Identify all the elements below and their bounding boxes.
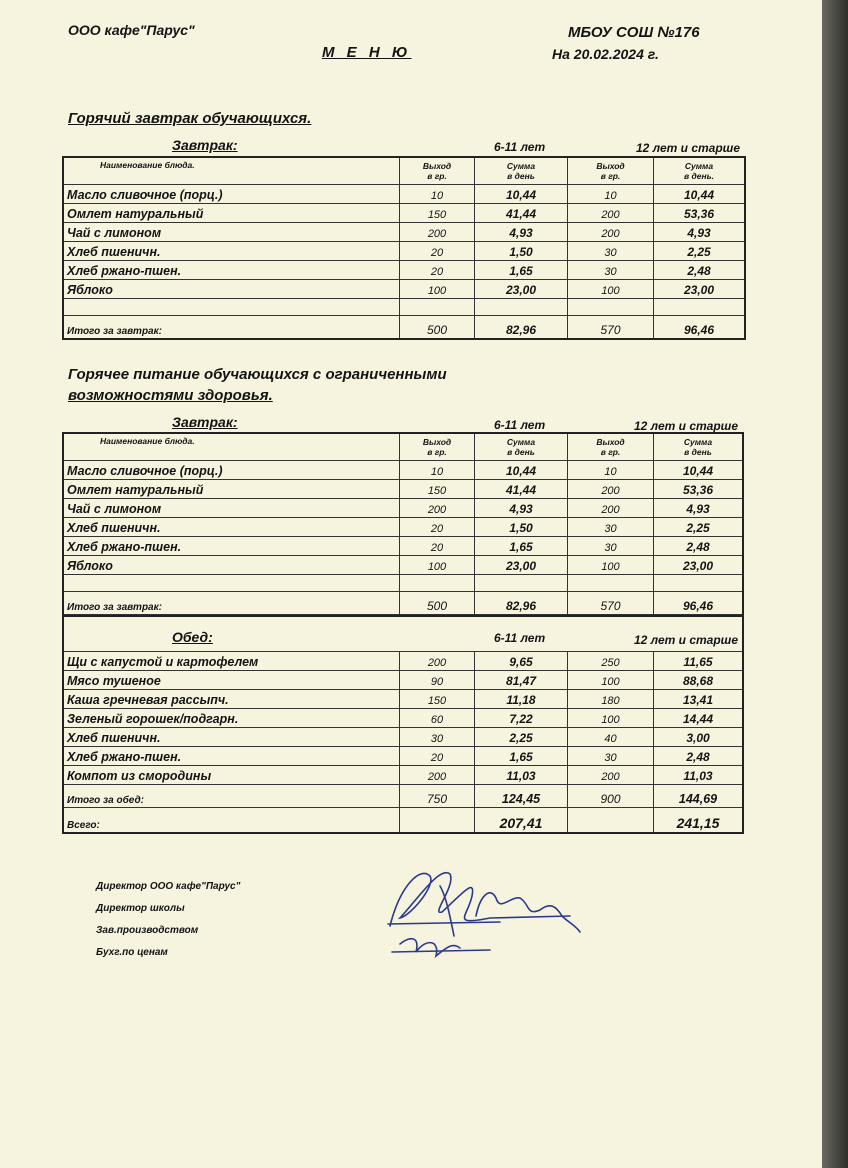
price-per-day: 1,65 [475,261,568,279]
section1-meal: Завтрак: [172,137,238,153]
empty-row [64,299,744,316]
price-per-day: 10,44 [683,188,715,202]
price-per-day: 53,36 [683,207,715,221]
section1-age1: 6-11 лет [494,140,546,154]
price-per-day: 10,44 [682,464,714,478]
table-row [64,280,744,299]
price-per-day: 4,93 [475,223,568,241]
table-row [64,537,742,556]
grand-total-row: Всего: 207,41 241,15 [64,808,742,832]
price-per-day: 1,65 [475,747,568,765]
price-per-day: 2,48 [686,750,710,764]
dish-name: Чай с лимоном [64,499,400,517]
section1-title: Горячий завтрак обучающихся. [68,110,312,127]
dish-name: Каша гречневая рассыпч. [64,690,400,708]
price-per-day: 23,00 [683,283,715,297]
dish-name: Яблоко [64,280,400,298]
portion-grams: 100 [568,280,654,298]
price-per-day: 7,22 [475,709,568,727]
portion-grams: 60 [400,709,475,727]
portion-grams: 30 [568,242,654,260]
portion-grams: 30 [568,747,654,765]
table-row [64,499,742,518]
table-row [64,480,742,499]
table-header [64,434,742,461]
portion-grams: 150 [400,690,475,708]
portion-grams: 180 [568,690,654,708]
portion-grams: 200 [568,223,654,241]
price-per-day: 1,65 [475,537,568,555]
col-out2-header: Выход в гр. [568,434,654,460]
price-per-day: 10,44 [475,461,568,479]
portion-grams: 30 [568,261,654,279]
price-per-day: 11,18 [475,690,568,708]
col-name-header: Наименование блюда. [64,434,400,460]
dish-name: Чай с лимоном [64,223,400,241]
lunch-total-row: Итого за обед: 750 124,45 900 144,69 [64,785,742,808]
portion-grams: 10 [400,461,475,479]
signature-accountant: Бухг.по ценам [96,947,168,958]
table-total-row: Итого за завтрак: 500 82,96 570 96,46 [64,316,744,338]
table-row [64,185,744,204]
price-per-day: 4,93 [686,502,710,516]
portion-grams: 200 [568,480,654,498]
table-row [64,671,742,690]
portion-grams: 250 [568,652,654,670]
price-per-day: 1,50 [475,242,568,260]
col-sum-header: Сумма в день [475,434,568,460]
col-sum2-header: Сумма в день [683,436,713,457]
lunch-header [64,615,742,652]
section2-age1: 6-11 лет [494,418,546,432]
portion-grams: 200 [400,223,475,241]
col-sum2-header: Сумма в день. [683,160,715,181]
dish-name: Компот из смородины [64,766,400,784]
signature-production: Зав.производством [96,925,199,936]
menu-title: М Е Н Ю [322,44,412,61]
cafe-name: ООО кафе"Парус" [68,22,195,38]
portion-grams: 200 [400,652,475,670]
dish-name: Омлет натуральный [64,204,400,222]
section2-title: Горячее питание обучающихся с ограниченными возможностями здоровья. [68,366,447,404]
table-row [64,461,742,480]
portion-grams: 10 [400,185,475,203]
price-per-day: 4,93 [475,499,568,517]
price-per-day: 13,41 [682,693,714,707]
dish-name: Зеленый горошек/подгарн. [64,709,400,727]
col-name-header: Наименование блюда. [64,158,400,184]
dish-name: Яблоко [64,556,400,574]
portion-grams: 200 [400,499,475,517]
portion-grams: 100 [568,671,654,689]
dish-name: Хлеб пшеничн. [64,728,400,746]
handwritten-signature [380,856,600,976]
portion-grams: 20 [400,242,475,260]
dish-name: Хлеб ржано-пшен. [64,261,400,279]
table-row [64,747,742,766]
price-per-day: 23,00 [475,280,568,298]
signature-block [96,876,240,964]
table-row [64,652,742,671]
table-row [64,242,744,261]
price-per-day: 23,00 [475,556,568,574]
price-per-day: 3,00 [686,731,710,745]
price-per-day: 11,03 [683,769,713,783]
dish-name: Хлеб пшеничн. [64,242,400,260]
portion-grams: 200 [568,766,654,784]
table-row [64,766,742,785]
dish-name: Омлет натуральный [64,480,400,498]
price-per-day: 81,47 [475,671,568,689]
price-per-day: 10,44 [475,185,568,203]
section2-age2: 12 лет и старше [634,419,739,433]
price-per-day: 2,25 [475,728,568,746]
portion-grams: 30 [568,537,654,555]
lunch-age2: 12 лет и старше [634,633,739,647]
table-row [64,709,742,728]
table-row [64,556,742,575]
price-per-day: 11,65 [683,655,713,669]
lunch-age1: 6-11 лет [494,631,546,645]
table-row [64,518,742,537]
portion-grams: 10 [568,185,654,203]
table-row [64,728,742,747]
portion-grams: 100 [568,556,654,574]
price-per-day: 2,48 [687,264,711,278]
section2-meal: Завтрак: [172,414,238,430]
section2-table [62,432,744,834]
dish-name: Мясо тушеное [64,671,400,689]
table-row [64,204,744,223]
price-per-day: 23,00 [682,559,714,573]
signature-director-cafe: Директор ООО кафе"Парус" [96,881,241,892]
portion-grams: 100 [568,709,654,727]
section1-age2: 12 лет и старше [636,141,741,155]
dish-name: Хлеб ржано-пшен. [64,747,400,765]
table-header [64,158,744,185]
table-total-row: Итого за завтрак: 500 82,96 570 96,46 [64,592,742,615]
col-out-header: Выход в гр. [400,158,475,184]
price-per-day: 2,25 [687,245,711,259]
portion-grams: 20 [400,747,475,765]
price-per-day: 88,68 [682,674,714,688]
table-row [64,261,744,280]
dish-name: Масло сливочное (порц.) [64,461,400,479]
col-out2-header: Выход в гр. [568,158,654,184]
portion-grams: 100 [400,280,475,298]
price-per-day: 41,44 [475,480,568,498]
table-row [64,690,742,709]
empty-row [64,575,742,592]
school-name: МБОУ СОШ №176 [568,24,700,41]
table-row [64,223,744,242]
price-per-day: 53,36 [682,483,714,497]
price-per-day: 11,03 [475,766,568,784]
lunch-meal: Обед: [172,629,213,645]
portion-grams: 30 [400,728,475,746]
dish-name: Хлеб пшеничн. [64,518,400,536]
price-per-day: 1,50 [475,518,568,536]
portion-grams: 30 [568,518,654,536]
portion-grams: 20 [400,518,475,536]
col-sum-header: Сумма в день [475,158,568,184]
scan-edge [822,0,848,1168]
portion-grams: 200 [568,499,654,517]
price-per-day: 2,25 [686,521,710,535]
price-per-day: 2,48 [686,540,710,554]
section1-table [62,156,746,340]
dish-name: Масло сливочное (порц.) [64,185,400,203]
signature-director-school: Директор школы [96,903,185,914]
dish-name: Щи с капустой и картофелем [64,652,400,670]
menu-date: На 20.02.2024 г. [552,46,659,62]
portion-grams: 40 [568,728,654,746]
portion-grams: 150 [400,480,475,498]
price-per-day: 4,93 [687,226,711,240]
price-per-day: 14,44 [682,712,714,726]
price-per-day: 9,65 [475,652,568,670]
dish-name: Хлеб ржано-пшен. [64,537,400,555]
portion-grams: 200 [568,204,654,222]
portion-grams: 20 [400,261,475,279]
price-per-day: 41,44 [475,204,568,222]
portion-grams: 90 [400,671,475,689]
portion-grams: 10 [568,461,654,479]
portion-grams: 20 [400,537,475,555]
col-out-header: Выход в гр. [400,434,475,460]
portion-grams: 150 [400,204,475,222]
portion-grams: 200 [400,766,475,784]
portion-grams: 100 [400,556,475,574]
